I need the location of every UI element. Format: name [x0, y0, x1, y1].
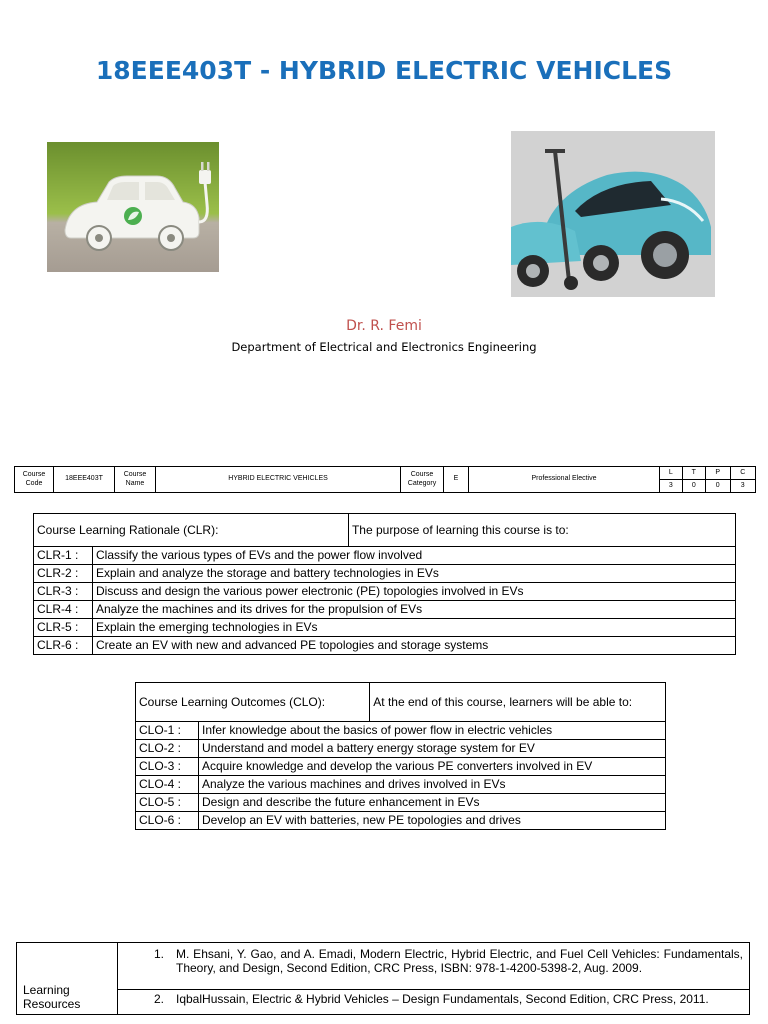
author-name: Dr. R. Femi: [346, 318, 422, 334]
course-category: E: [444, 467, 469, 493]
clr-text: Create an EV with new and advanced PE topologies and storage systems: [93, 637, 736, 655]
clr-id: CLR-5 :: [34, 619, 93, 637]
clo-id: CLO-4 :: [136, 776, 199, 794]
ltpc-header-p: P: [706, 467, 730, 480]
course-code-label: Course Code: [15, 467, 54, 493]
resource-number: 1.: [118, 943, 171, 990]
table-row: [136, 776, 666, 794]
course-category-label: Course Category: [401, 467, 444, 493]
clo-table: [135, 682, 666, 830]
clr-id: CLR-6 :: [34, 637, 93, 655]
clo-heading: Course Learning Outcomes (CLO):: [136, 683, 370, 722]
course-name: HYBRID ELECTRIC VEHICLES: [156, 467, 401, 493]
clo-text: Develop an EV with batteries, new PE topologies and drives: [199, 812, 666, 830]
clo-text: Analyze the various machines and drives involved in EVs: [199, 776, 666, 794]
clr-intro: The purpose of learning this course is to:: [348, 514, 735, 547]
clr-text: Explain and analyze the storage and battery technologies in EVs: [93, 565, 736, 583]
clr-text: Discuss and design the various power electronic (PE) topologies involved in EVs: [93, 583, 736, 601]
course-code: 18EEE403T: [54, 467, 115, 493]
clr-id: CLR-1 :: [34, 547, 93, 565]
electric-vehicles-icon: [511, 131, 715, 297]
table-row: [136, 794, 666, 812]
learning-resources-table: [16, 942, 750, 1015]
clo-id: CLO-6 :: [136, 812, 199, 830]
clr-text: Explain the emerging technologies in EVs: [93, 619, 736, 637]
table-row: [34, 583, 736, 601]
clo-text: Understand and model a battery energy storage system for EV: [199, 740, 666, 758]
clr-table: [33, 513, 736, 655]
clr-id: CLR-3 :: [34, 583, 93, 601]
ltpc-value-p: 0: [706, 480, 730, 493]
resource-number: 2.: [118, 989, 171, 1014]
table-row: [34, 601, 736, 619]
clr-id: CLR-4 :: [34, 601, 93, 619]
ltpc-value-l: 3: [660, 480, 683, 493]
ltpc-header-c: C: [730, 467, 756, 480]
table-row: [34, 619, 736, 637]
clr-heading: Course Learning Rationale (CLR):: [34, 514, 349, 547]
clo-id: CLO-5 :: [136, 794, 199, 812]
clr-text: Classify the various types of EVs and the power flow involved: [93, 547, 736, 565]
table-row: [136, 740, 666, 758]
ltpc-header-t: T: [682, 467, 705, 480]
clo-text: Design and describe the future enhancement in EVs: [199, 794, 666, 812]
ltpc-value-c: 3: [730, 480, 756, 493]
electric-vehicles-image: [511, 131, 715, 297]
department-name: Department of Electrical and Electronics Engineering: [231, 340, 537, 354]
course-name-label: Course Name: [115, 467, 156, 493]
table-row: [136, 722, 666, 740]
clo-text: Infer knowledge about the basics of power flow in electric vehicles: [199, 722, 666, 740]
clo-id: CLO-1 :: [136, 722, 199, 740]
ev-car-plug-image: [47, 142, 219, 272]
table-row: [136, 758, 666, 776]
clo-id: CLO-3 :: [136, 758, 199, 776]
course-info-table: [14, 466, 756, 493]
ltpc-value-t: 0: [682, 480, 705, 493]
table-row: [34, 547, 736, 565]
clo-id: CLO-2 :: [136, 740, 199, 758]
clr-id: CLR-2 :: [34, 565, 93, 583]
clr-text: Analyze the machines and its drives for the propulsion of EVs: [93, 601, 736, 619]
car-plug-icon: [47, 142, 219, 272]
resources-label: Learning Resources: [17, 943, 118, 1015]
resource-text: M. Ehsani, Y. Gao, and A. Emadi, Modern Electric, Hybrid Electric, and Fuel Cell Vehicles: Fundamentals, Theory, and Design, Second Edition, CRC Press, ISBN: 978-1-4200-5398-2, Aug. 2009.: [170, 943, 750, 990]
table-row: [136, 812, 666, 830]
slide-title: 18EEE403T - HYBRID ELECTRIC VEHICLES: [95, 56, 673, 85]
clo-intro: At the end of this course, learners will be able to:: [370, 683, 666, 722]
table-row: [34, 637, 736, 655]
resource-text: IqbalHussain, Electric & Hybrid Vehicles – Design Fundamentals, Second Edition, CRC Press, 2011.: [170, 989, 750, 1014]
ltpc-header-l: L: [660, 467, 683, 480]
course-type: Professional Elective: [469, 467, 660, 493]
clo-text: Acquire knowledge and develop the various PE converters involved in EV: [199, 758, 666, 776]
table-row: [34, 565, 736, 583]
